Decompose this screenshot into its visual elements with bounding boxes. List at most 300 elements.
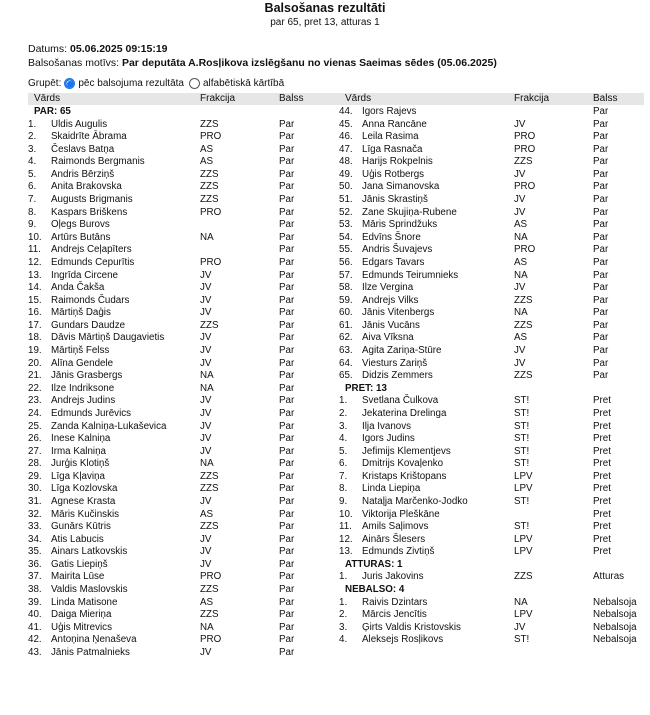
- member-vote: Par: [279, 571, 295, 583]
- member-name: Jana Simanovska: [362, 181, 440, 193]
- member-name: Gundars Daudze: [51, 319, 126, 331]
- member-name: Edmunds Zivtiņš: [362, 546, 435, 558]
- row-number: 12.: [339, 533, 353, 545]
- member-vote: Par: [279, 546, 295, 558]
- member-vote: Par: [279, 256, 295, 268]
- member-vote: Par: [279, 609, 295, 621]
- member-faction: PRO: [514, 143, 536, 155]
- table-header-right: [339, 93, 644, 105]
- member-vote: Par: [279, 621, 295, 633]
- row-number: 41.: [28, 621, 42, 633]
- row-number: 6.: [28, 181, 37, 193]
- member-faction: ZZS: [200, 584, 219, 596]
- member-name: Mārcis Jencītis: [362, 609, 427, 621]
- member-vote: Par: [279, 508, 295, 520]
- member-faction: LPV: [514, 609, 533, 621]
- member-faction: ST!: [514, 445, 530, 457]
- member-vote: Pret: [593, 445, 611, 457]
- member-faction: AS: [200, 156, 214, 168]
- row-number: 28.: [28, 458, 42, 470]
- member-vote: Nebalsoja: [593, 634, 637, 646]
- row-number: 11.: [339, 521, 352, 533]
- member-vote: Par: [279, 231, 295, 243]
- row-number: 5.: [28, 168, 37, 180]
- member-name: Harijs Rokpelnis: [362, 156, 433, 168]
- member-name: Andris Šuvajevs: [362, 244, 433, 256]
- member-vote: Pret: [593, 458, 611, 470]
- member-faction: JV: [200, 395, 212, 407]
- member-vote: Pret: [593, 521, 611, 533]
- row-number: 13.: [28, 269, 42, 281]
- row-number: 8.: [339, 483, 348, 495]
- row-number: 50.: [339, 181, 353, 193]
- row-number: 16.: [28, 307, 42, 319]
- member-faction: LPV: [514, 483, 533, 495]
- member-vote: Par: [279, 219, 295, 231]
- row-number: 11.: [28, 244, 41, 256]
- member-vote: Par: [279, 382, 295, 394]
- member-faction: ZZS: [514, 156, 533, 168]
- member-vote: Par: [279, 131, 295, 143]
- member-faction: AS: [200, 143, 214, 155]
- member-vote: Par: [279, 194, 295, 206]
- member-vote: Par: [279, 282, 295, 294]
- row-number: 9.: [28, 219, 37, 231]
- member-name: Agita Zariņa-Stūre: [362, 345, 442, 357]
- member-name: Daiga Mieriņa: [51, 609, 112, 621]
- grouping-control: [28, 78, 284, 89]
- member-vote: Par: [279, 533, 295, 545]
- member-vote: Pret: [593, 395, 611, 407]
- member-faction: NA: [200, 231, 214, 243]
- row-number: 24.: [28, 407, 42, 419]
- member-name: Svetlana Čulkova: [362, 395, 439, 407]
- member-faction: NA: [200, 621, 214, 633]
- row-number: 15.: [28, 294, 42, 306]
- member-faction: ZZS: [200, 609, 219, 621]
- member-faction: ZZS: [514, 319, 533, 331]
- member-faction: PRO: [514, 244, 536, 256]
- member-vote: Par: [593, 370, 609, 382]
- member-faction: ZZS: [200, 483, 219, 495]
- member-faction: JV: [200, 282, 212, 294]
- member-vote: Nebalsoja: [593, 596, 637, 608]
- member-vote: Par: [279, 596, 295, 608]
- row-number: 17.: [28, 319, 42, 331]
- member-name: Amils Saļimovs: [362, 521, 429, 533]
- member-faction: PRO: [200, 206, 222, 218]
- row-number: 20.: [28, 357, 42, 369]
- member-faction: PRO: [200, 256, 222, 268]
- member-faction: NA: [514, 596, 528, 608]
- row-number: 47.: [339, 143, 353, 155]
- member-faction: NA: [200, 370, 214, 382]
- member-vote: Par: [593, 143, 609, 155]
- member-vote: Par: [279, 307, 295, 319]
- table-header-left: [28, 93, 339, 105]
- member-faction: NA: [200, 458, 214, 470]
- header-name: Vārds: [34, 93, 61, 104]
- member-faction: ST!: [514, 634, 530, 646]
- member-vote: Par: [593, 231, 609, 243]
- member-vote: Par: [279, 521, 295, 533]
- row-number: 40.: [28, 609, 42, 621]
- member-faction: ZZS: [200, 319, 219, 331]
- member-name: Edgars Tavars: [362, 256, 425, 268]
- row-number: 21.: [28, 370, 42, 382]
- header-vote: Balss: [593, 93, 618, 104]
- member-vote: Nebalsoja: [593, 621, 637, 633]
- member-name: Māris Kučinskis: [51, 508, 120, 520]
- member-faction: JV: [200, 294, 212, 306]
- member-faction: ZZS: [200, 521, 219, 533]
- member-name: Uģis Mitrevics: [51, 621, 112, 633]
- member-name: Igors Judins: [362, 433, 415, 445]
- radio-alphabetical-label[interactable]: alfabētiskā kārtībā: [202, 78, 285, 89]
- member-vote: Par: [593, 194, 609, 206]
- member-name: Viktorija Pleškāne: [362, 508, 440, 520]
- row-number: 56.: [339, 256, 353, 268]
- member-faction: JV: [200, 558, 212, 570]
- member-vote: Par: [279, 470, 295, 482]
- member-name: Augusts Brigmanis: [51, 194, 133, 206]
- member-faction: AS: [514, 219, 528, 231]
- member-vote: Nebalsoja: [593, 609, 637, 621]
- row-number: 1.: [28, 118, 37, 130]
- member-name: Alīna Gendele: [51, 357, 114, 369]
- member-vote: Par: [593, 269, 609, 281]
- member-name: Atis Labucis: [51, 533, 104, 545]
- member-faction: JV: [200, 646, 212, 658]
- member-name: Jānis Skrastiņš: [362, 194, 428, 206]
- row-number: 5.: [339, 445, 348, 457]
- member-name: Antoņina Ņenaševa: [51, 634, 137, 646]
- member-vote: Par: [279, 357, 295, 369]
- member-faction: JV: [514, 621, 526, 633]
- member-name: Česlavs Batņa: [51, 143, 115, 155]
- row-number: 65.: [339, 370, 353, 382]
- member-name: Zanda Kalniņa-Lukaševica: [51, 420, 167, 432]
- section-title: ATTURAS: 1: [345, 558, 403, 570]
- row-number: 13.: [339, 546, 353, 558]
- member-faction: NA: [200, 382, 214, 394]
- member-vote: Par: [279, 269, 295, 281]
- row-number: 8.: [28, 206, 37, 218]
- member-vote: Atturas: [593, 571, 625, 583]
- member-vote: Par: [593, 156, 609, 168]
- row-number: 45.: [339, 118, 353, 130]
- member-vote: Pret: [593, 495, 611, 507]
- member-faction: PRO: [200, 131, 222, 143]
- member-faction: AS: [514, 256, 528, 268]
- member-vote: Par: [593, 219, 609, 231]
- member-name: Andrejs Vilks: [362, 294, 419, 306]
- row-number: 7.: [28, 194, 37, 206]
- radio-by-result[interactable]: [64, 78, 75, 89]
- member-name: Uldis Augulis: [51, 118, 108, 130]
- member-faction: ZZS: [200, 194, 219, 206]
- member-name: Linda Matisone: [51, 596, 118, 608]
- row-number: 43.: [28, 646, 42, 658]
- member-name: Jekaterina Drelinga: [362, 407, 447, 419]
- member-name: Nataļja Marčenko-Jodko: [362, 495, 468, 507]
- member-faction: JV: [200, 345, 212, 357]
- member-name: Ainars Latkovskis: [51, 546, 128, 558]
- row-number: 18.: [28, 332, 42, 344]
- member-faction: ZZS: [514, 370, 533, 382]
- member-name: Andrejs Judins: [51, 395, 116, 407]
- member-vote: Par: [279, 558, 295, 570]
- member-faction: ST!: [514, 407, 530, 419]
- row-number: 23.: [28, 395, 42, 407]
- member-faction: JV: [514, 194, 526, 206]
- grouping-label: Grupēt:: [28, 78, 62, 89]
- member-faction: JV: [200, 307, 212, 319]
- member-name: Edmunds Cepurītis: [51, 256, 135, 268]
- motive-value: Par deputāta A.Rosļikova izslēgšanu no vienas Saeimas sēdes (05.06.2025): [121, 57, 497, 69]
- member-vote: Par: [279, 634, 295, 646]
- member-name: Viesturs Zariņš: [362, 357, 428, 369]
- member-vote: Pret: [593, 483, 611, 495]
- member-vote: Par: [279, 370, 295, 382]
- row-number: 54.: [339, 231, 353, 243]
- member-vote: Par: [593, 131, 609, 143]
- member-faction: ST!: [514, 458, 530, 470]
- member-vote: Par: [279, 294, 295, 306]
- row-number: 51.: [339, 194, 353, 206]
- member-name: Dmitrijs Kovaļenko: [362, 458, 444, 470]
- member-vote: Par: [279, 646, 295, 658]
- member-faction: AS: [200, 596, 214, 608]
- member-vote: Par: [279, 420, 295, 432]
- motive-line: [28, 57, 497, 69]
- member-vote: Par: [593, 256, 609, 268]
- row-number: 63.: [339, 345, 353, 357]
- row-number: 32.: [28, 508, 42, 520]
- radio-alphabetical[interactable]: [189, 78, 200, 89]
- member-name: Uģis Rotbergs: [362, 168, 425, 180]
- row-number: 7.: [339, 470, 348, 482]
- member-name: Līga Kozlovska: [51, 483, 118, 495]
- member-vote: Par: [279, 495, 295, 507]
- row-number: 38.: [28, 584, 42, 596]
- member-name: Dāvis Mārtiņš Daugavietis: [51, 332, 165, 344]
- row-number: 49.: [339, 168, 353, 180]
- member-name: Ilze Indriksone: [51, 382, 115, 394]
- member-name: Edmunds Jurēvics: [51, 407, 132, 419]
- member-name: Irma Kalniņa: [51, 445, 106, 457]
- row-number: 35.: [28, 546, 42, 558]
- row-number: 4.: [339, 634, 348, 646]
- member-vote: Par: [279, 181, 295, 193]
- member-vote: Par: [593, 118, 609, 130]
- member-faction: ZZS: [200, 470, 219, 482]
- member-vote: Par: [593, 181, 609, 193]
- member-name: Jānis Grasbergs: [51, 370, 123, 382]
- row-number: 61.: [339, 319, 353, 331]
- member-vote: Pret: [593, 533, 611, 545]
- member-name: Jānis Patmalnieks: [51, 646, 130, 658]
- member-name: Ingrīda Circene: [51, 269, 118, 281]
- member-vote: Par: [593, 319, 609, 331]
- member-faction: ZZS: [200, 118, 219, 130]
- row-number: 33.: [28, 521, 42, 533]
- member-faction: NA: [514, 231, 528, 243]
- row-number: 57.: [339, 269, 353, 281]
- row-number: 9.: [339, 495, 348, 507]
- member-name: Mārtiņš Felss: [51, 345, 110, 357]
- member-name: Ainārs Šlesers: [362, 533, 426, 545]
- member-faction: JV: [514, 118, 526, 130]
- member-vote: Pret: [593, 546, 611, 558]
- date-value: 05.06.2025 09:15:19: [70, 43, 168, 55]
- row-number: 22.: [28, 382, 42, 394]
- member-name: Inese Kalniņa: [51, 433, 111, 445]
- member-faction: PRO: [514, 181, 536, 193]
- member-faction: ZZS: [200, 181, 219, 193]
- member-vote: Par: [593, 206, 609, 218]
- section-title: PRET: 13: [345, 382, 387, 394]
- row-number: 2.: [339, 609, 348, 621]
- member-name: Raivis Dzintars: [362, 596, 428, 608]
- motive-label: Balsošanas motīvs:: [28, 57, 120, 69]
- row-number: 25.: [28, 420, 42, 432]
- member-faction: JV: [514, 282, 526, 294]
- member-faction: JV: [514, 168, 526, 180]
- row-number: 2.: [339, 407, 348, 419]
- member-vote: Par: [593, 168, 609, 180]
- row-number: 3.: [28, 143, 37, 155]
- row-number: 39.: [28, 596, 42, 608]
- member-name: Aiva Vīksna: [362, 332, 414, 344]
- row-number: 37.: [28, 571, 42, 583]
- date-line: [28, 43, 168, 55]
- member-vote: Par: [279, 143, 295, 155]
- member-name: Leila Rasima: [362, 131, 419, 143]
- member-name: Jurģis Klotiņš: [51, 458, 110, 470]
- row-number: 1.: [339, 571, 348, 583]
- member-vote: Pret: [593, 470, 611, 482]
- member-faction: JV: [200, 420, 212, 432]
- member-vote: Pret: [593, 433, 611, 445]
- member-vote: Par: [593, 307, 609, 319]
- row-number: 52.: [339, 206, 353, 218]
- member-name: Linda Liepiņa: [362, 483, 421, 495]
- radio-by-result-label[interactable]: pēc balsojuma rezultāta: [78, 78, 184, 89]
- member-name: Juris Jakovins: [362, 571, 424, 583]
- member-faction: ST!: [514, 495, 530, 507]
- row-number: 6.: [339, 458, 348, 470]
- row-number: 62.: [339, 332, 353, 344]
- member-name: Ilja Ivanovs: [362, 420, 412, 432]
- row-number: 1.: [339, 395, 348, 407]
- member-faction: LPV: [514, 546, 533, 558]
- member-faction: JV: [200, 546, 212, 558]
- member-name: Valdis Maslovskis: [51, 584, 128, 596]
- row-number: 1.: [339, 596, 348, 608]
- member-name: Igors Rajevs: [362, 106, 417, 117]
- row-number: 12.: [28, 256, 42, 268]
- member-name: Aleksejs Rosļikovs: [362, 634, 444, 646]
- member-name: Gunārs Kūtris: [51, 521, 111, 533]
- member-vote: Par: [593, 345, 609, 357]
- member-faction: AS: [200, 508, 214, 520]
- member-faction: ST!: [514, 395, 530, 407]
- row-number: 4.: [339, 433, 348, 445]
- member-vote: Par: [279, 206, 295, 218]
- member-name: Raimonds Čudars: [51, 294, 130, 306]
- member-vote: Par: [279, 483, 295, 495]
- member-vote: Par: [279, 407, 295, 419]
- member-vote: Par: [279, 168, 295, 180]
- row-number: 31.: [28, 495, 42, 507]
- member-name: Jānis Vitenbergs: [362, 307, 435, 319]
- row-number: 29.: [28, 470, 42, 482]
- member-vote: Par: [279, 244, 295, 256]
- member-vote: Par: [593, 357, 609, 369]
- member-faction: JV: [200, 495, 212, 507]
- member-vote: Par: [279, 345, 295, 357]
- member-vote: Par: [279, 458, 295, 470]
- member-faction: ZZS: [514, 294, 533, 306]
- member-name: Jānis Vucāns: [362, 319, 420, 331]
- member-vote: Pret: [593, 420, 611, 432]
- member-name: Artūrs Butāns: [51, 231, 111, 243]
- row-number: 10.: [339, 508, 353, 520]
- member-name: Anda Čakša: [51, 282, 105, 294]
- section-title: NEBALSO: 4: [345, 584, 405, 596]
- member-faction: JV: [200, 433, 212, 445]
- member-name: Jefimijs Klementjevs: [362, 445, 451, 457]
- member-name: Raimonds Bergmanis: [51, 156, 145, 168]
- member-faction: ZZS: [200, 168, 219, 180]
- member-name: Līga Kļaviņa: [51, 470, 105, 482]
- member-faction: AS: [514, 332, 528, 344]
- member-name: Anita Brakovska: [51, 181, 122, 193]
- member-faction: LPV: [514, 533, 533, 545]
- row-number: 44.: [339, 106, 353, 117]
- header-faction: Frakcija: [514, 93, 550, 104]
- member-name: Edmunds Teirumnieks: [362, 269, 459, 281]
- member-faction: JV: [514, 345, 526, 357]
- member-vote: Par: [593, 332, 609, 344]
- member-faction: JV: [200, 445, 212, 457]
- member-name: Anna Rancāne: [362, 118, 427, 130]
- member-faction: NA: [514, 269, 528, 281]
- member-name: Kristaps Krištopans: [362, 470, 447, 482]
- row-number: 36.: [28, 558, 42, 570]
- row-number: 34.: [28, 533, 42, 545]
- row-number: 60.: [339, 307, 353, 319]
- vote-summary: par 65, pret 13, atturas 1: [270, 17, 380, 28]
- member-faction: JV: [200, 332, 212, 344]
- member-name: Mārtiņš Daģis: [51, 307, 111, 319]
- member-name: Mairita Lūse: [51, 571, 105, 583]
- row-number: 48.: [339, 156, 353, 168]
- date-label: Datums:: [28, 43, 68, 55]
- member-faction: JV: [200, 407, 212, 419]
- member-vote: Par: [593, 106, 609, 117]
- row-number: 19.: [28, 345, 42, 357]
- row-number: 53.: [339, 219, 353, 231]
- member-vote: Par: [593, 282, 609, 294]
- header-faction: Frakcija: [200, 93, 236, 104]
- member-vote: Pret: [593, 407, 611, 419]
- member-vote: Par: [279, 332, 295, 344]
- member-name: Zane Skujiņa-Rubene: [362, 206, 457, 218]
- member-name: Kaspars Briškens: [51, 206, 128, 218]
- row-number: 55.: [339, 244, 353, 256]
